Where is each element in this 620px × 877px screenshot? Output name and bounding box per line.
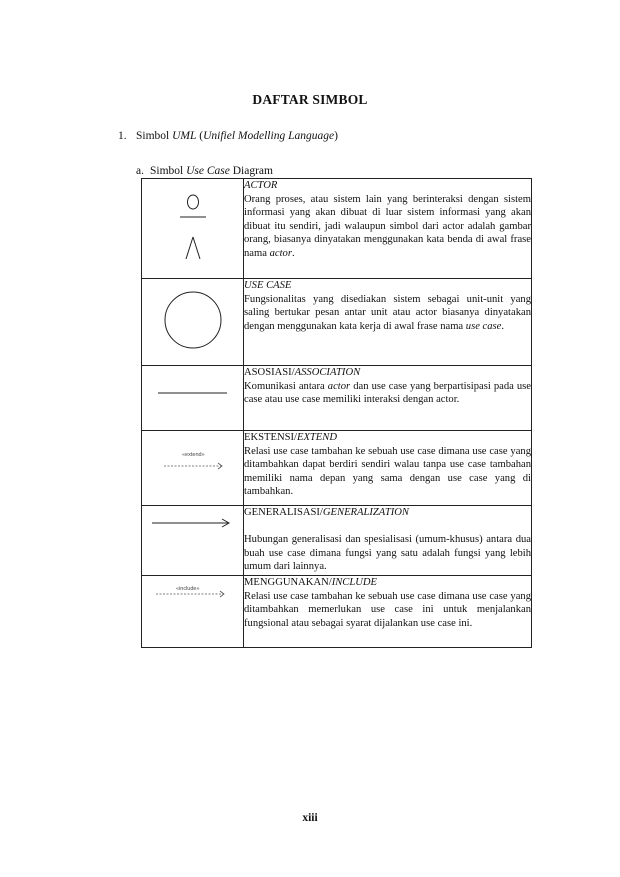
row-title: ACTOR: [244, 180, 278, 191]
row-title: ASOSIASI/ASSOCIATION: [244, 367, 361, 378]
subsection-heading: [136, 165, 273, 177]
symbol-cell: [142, 279, 244, 366]
symbol-cell: [142, 431, 244, 506]
extend-arrow-icon: [142, 431, 243, 505]
include-label: «include»: [176, 586, 200, 592]
row-title: MENGGUNAKAN/INCLUDE: [244, 577, 378, 588]
row-description: Komunikasi antara actor dan use case yang berpartisipasi pada use case atau use case memiliki interaksi dengan actor.: [244, 380, 531, 406]
section-prefix: Simbol: [136, 130, 173, 142]
page-number: xiii: [302, 812, 318, 824]
row-description: Relasi use case tambahan ke sebuah use case dimana use case yang ditambahkan dapat berdiri sendiri walau tanpa use case tambahan memiliki nama depan yang sama dengan use case yang di tambahkan.: [244, 445, 531, 498]
generalization-arrow-icon: [142, 506, 243, 575]
description-cell: [244, 279, 532, 366]
section-term: UML: [172, 130, 197, 142]
section-heading: [118, 130, 338, 142]
include-arrow-icon: [142, 576, 243, 647]
symbol-cell: [142, 366, 244, 431]
section-paren-open: (: [196, 130, 204, 142]
table-row: [142, 576, 532, 648]
description-cell: [244, 576, 532, 648]
section-full-name: Unifiel Modelling Language: [203, 130, 335, 142]
row-title: GENERALISASI/GENERALIZATION: [244, 507, 410, 518]
subsection-prefix: Simbol: [150, 165, 187, 177]
section-paren-close: ): [334, 130, 338, 142]
subsection-letter: a.: [136, 165, 144, 177]
row-description: Hubungan generalisasi dan spesialisasi (umum-khusus) antara dua buah use case dimana fungsi yang satu adalah fungsi yang lebih umum dari lainnya.: [244, 534, 531, 573]
row-title: EKSTENSI/EXTEND: [244, 432, 337, 443]
symbol-table: [141, 178, 532, 648]
table-row: [142, 279, 532, 366]
description-cell: [244, 431, 532, 506]
subsection-suffix: Diagram: [229, 165, 273, 177]
row-title: USE CASE: [244, 280, 292, 291]
actor-icon: [142, 179, 243, 278]
symbol-cell: [142, 576, 244, 648]
subsection-term: Use Case: [186, 165, 230, 177]
extend-label: «extend»: [182, 452, 205, 458]
table-row: [142, 366, 532, 431]
row-description: Relasi use case tambahan ke sebuah use case dimana use case yang ditambahkan memerlukan use case ini untuk menjalankan fungsional atau sebagai syarat dijalankan use case ini.: [244, 590, 531, 629]
description-cell: [244, 179, 532, 279]
table-row: [142, 506, 532, 576]
row-description: Fungsionalitas yang disediakan sistem sebagai unit-unit yang saling bertukar pesan antar unit atau actor biasanya dinyatakan dengan menggunakan kata kerja di awal frase nama use case.: [244, 293, 531, 332]
description-cell: [244, 506, 532, 576]
symbol-cell: [142, 179, 244, 279]
table-row: [142, 431, 532, 506]
page-title: DAFTAR SIMBOL: [252, 92, 368, 107]
section-number: 1.: [118, 130, 127, 142]
association-line-icon: [142, 366, 243, 430]
description-cell: [244, 366, 532, 431]
row-spacer: [244, 520, 531, 534]
symbol-cell: [142, 506, 244, 576]
use-case-ellipse-icon: [142, 279, 243, 365]
table-row: [142, 179, 532, 279]
row-description: Orang proses, atau sistem lain yang berinteraksi dengan sistem informasi yang akan dibuat di luar sistem informasi yang akan dibuat itu sendiri, jadi walaupun simbol dari actor adalah gambar orang, biasanya dinyatakan menggunakan kata benda di awal frase nama actor.: [244, 193, 531, 259]
